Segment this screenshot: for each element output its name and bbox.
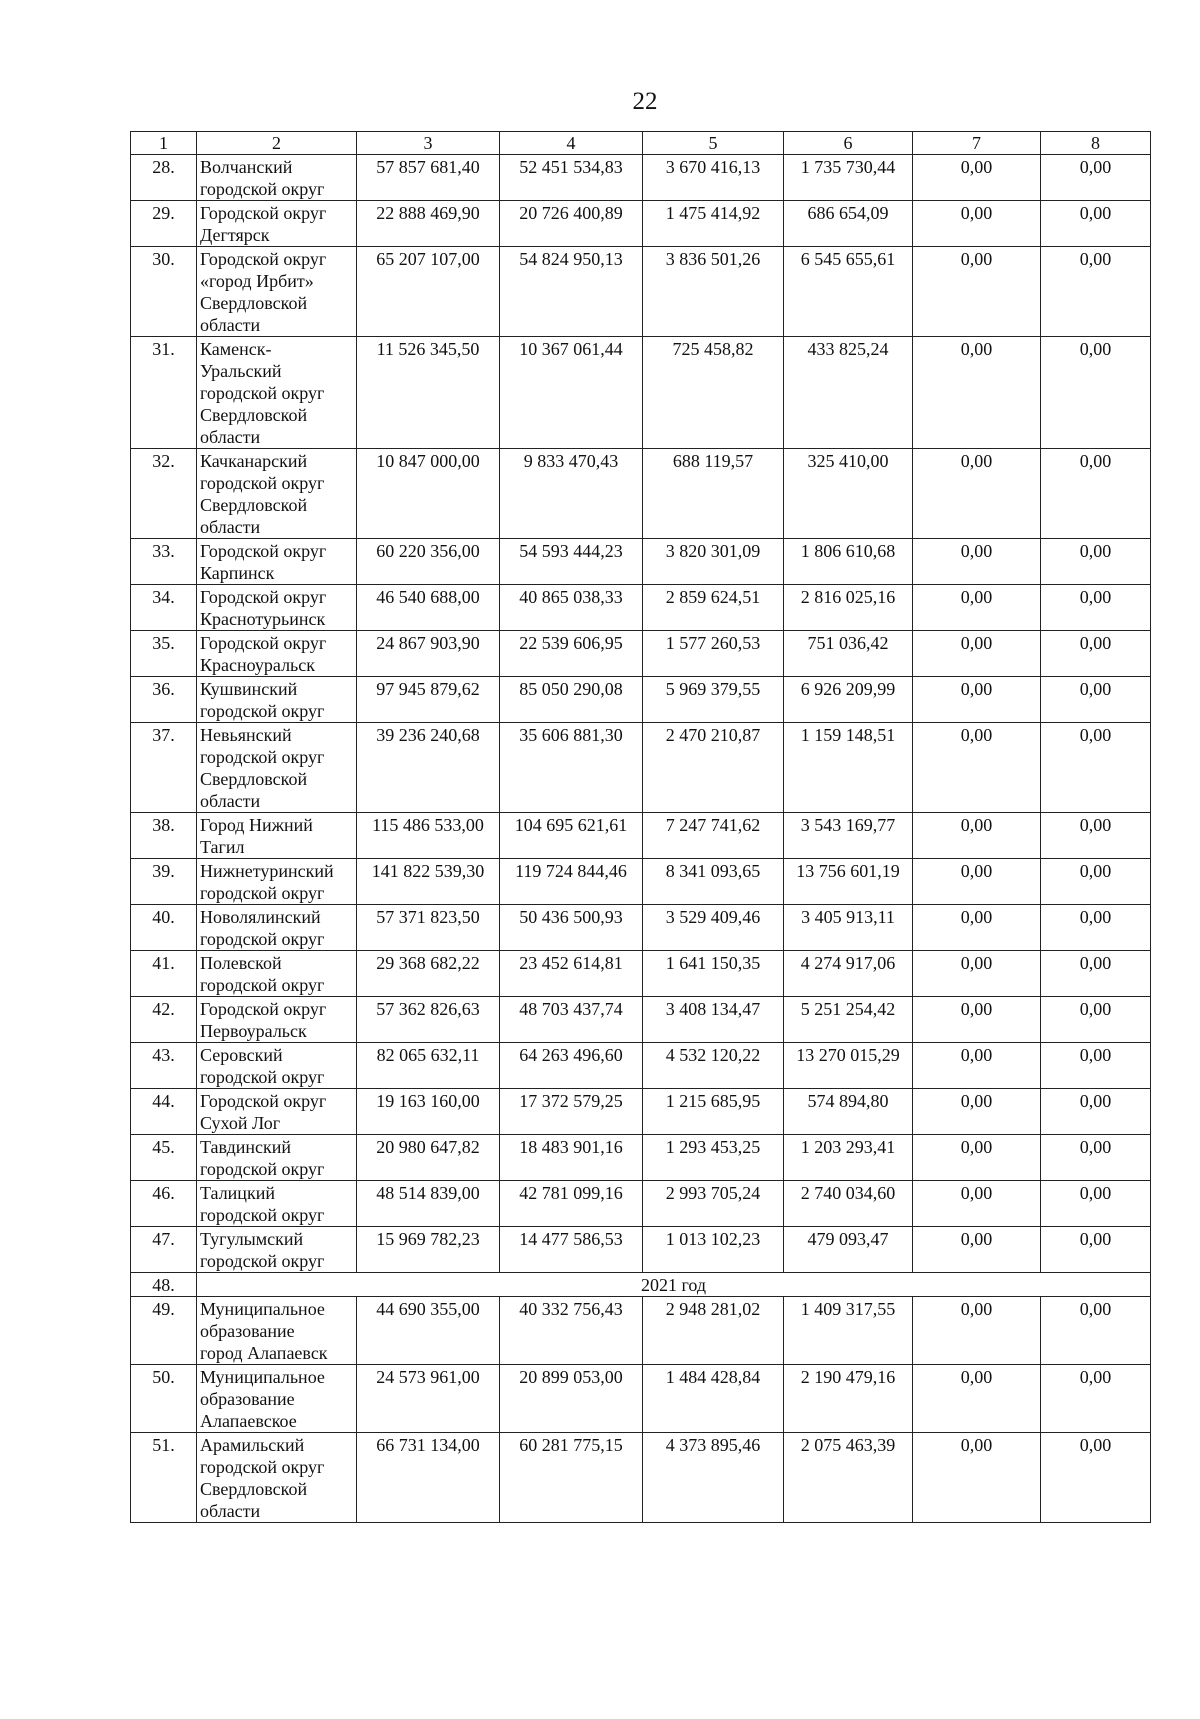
row-number: 42. [131, 997, 197, 1043]
table-row [131, 1135, 1151, 1181]
value-cell-col-7: 0,00 [913, 1089, 1041, 1135]
municipality-name [197, 631, 357, 677]
table-row [131, 905, 1151, 951]
year-section-header: 2021 год [197, 1273, 1151, 1297]
municipality-name [197, 247, 357, 337]
municipality-name-line: Городской округ [200, 999, 327, 1019]
value-cell-col-5: 3 529 409,46 [643, 905, 784, 951]
municipality-name-line: Уральский [200, 361, 282, 381]
municipality-name-line: Кушвинский [200, 679, 298, 699]
municipality-name [197, 997, 357, 1043]
municipality-name [197, 951, 357, 997]
municipality-name [197, 859, 357, 905]
value-cell-col-6: 6 926 209,99 [784, 677, 913, 723]
value-cell-col-3: 15 969 782,23 [357, 1227, 500, 1273]
value-cell-col-3: 66 731 134,00 [357, 1433, 500, 1523]
value-cell-col-7: 0,00 [913, 201, 1041, 247]
table-row [131, 337, 1151, 449]
value-cell-col-6: 6 545 655,61 [784, 247, 913, 337]
municipality-name-line: Качканарский [200, 451, 308, 471]
municipality-name-line: Свердловской [200, 1479, 308, 1499]
value-cell-col-6: 433 825,24 [784, 337, 913, 449]
value-cell-col-3: 24 573 961,00 [357, 1365, 500, 1433]
value-cell-col-5: 4 532 120,22 [643, 1043, 784, 1089]
table-row [131, 247, 1151, 337]
municipality-name-line: городской округ [200, 701, 325, 721]
municipality-name-line: городской округ [200, 473, 325, 493]
value-cell-col-7: 0,00 [913, 1297, 1041, 1365]
value-cell-col-8: 0,00 [1041, 1433, 1151, 1523]
column-header: 7 [913, 132, 1041, 155]
row-number: 44. [131, 1089, 197, 1135]
value-cell-col-7: 0,00 [913, 859, 1041, 905]
value-cell-col-5: 2 470 210,87 [643, 723, 784, 813]
municipality-name-line: городской округ [200, 383, 325, 403]
municipality-name-line: «город Ирбит» [200, 271, 314, 291]
municipality-name-line: городской округ [200, 1159, 325, 1179]
value-cell-col-7: 0,00 [913, 1135, 1041, 1181]
municipality-name-line: Городской округ [200, 587, 327, 607]
row-number: 35. [131, 631, 197, 677]
municipality-name-line: городской округ [200, 747, 325, 767]
value-cell-col-8: 0,00 [1041, 585, 1151, 631]
municipality-name-line: Невьянский [200, 725, 292, 745]
municipality-name-line: городской округ [200, 1067, 325, 1087]
value-cell-col-7: 0,00 [913, 155, 1041, 201]
value-cell-col-7: 0,00 [913, 247, 1041, 337]
value-cell-col-3: 20 980 647,82 [357, 1135, 500, 1181]
value-cell-col-4: 54 824 950,13 [500, 247, 643, 337]
table-row [131, 1273, 1151, 1297]
municipality-name-line: области [200, 1501, 261, 1521]
value-cell-col-4: 18 483 901,16 [500, 1135, 643, 1181]
table-row [131, 631, 1151, 677]
value-cell-col-5: 725 458,82 [643, 337, 784, 449]
table-row [131, 1043, 1151, 1089]
row-number: 51. [131, 1433, 197, 1523]
value-cell-col-4: 17 372 579,25 [500, 1089, 643, 1135]
value-cell-col-3: 65 207 107,00 [357, 247, 500, 337]
row-number: 34. [131, 585, 197, 631]
value-cell-col-8: 0,00 [1041, 201, 1151, 247]
value-cell-col-3: 82 065 632,11 [357, 1043, 500, 1089]
municipality-name-line: Городской округ [200, 633, 327, 653]
value-cell-col-7: 0,00 [913, 905, 1041, 951]
municipality-name [197, 1227, 357, 1273]
value-cell-col-6: 479 093,47 [784, 1227, 913, 1273]
municipality-name-line: Свердловской [200, 769, 308, 789]
value-cell-col-8: 0,00 [1041, 449, 1151, 539]
table-row [131, 539, 1151, 585]
value-cell-col-6: 3 543 169,77 [784, 813, 913, 859]
value-cell-col-6: 2 075 463,39 [784, 1433, 913, 1523]
value-cell-col-7: 0,00 [913, 631, 1041, 677]
municipality-name [197, 1043, 357, 1089]
municipality-name-line: городской округ [200, 179, 325, 199]
municipality-name [197, 337, 357, 449]
value-cell-col-7: 0,00 [913, 539, 1041, 585]
value-cell-col-6: 2 190 479,16 [784, 1365, 913, 1433]
municipality-name-line: Муниципальное [200, 1299, 325, 1319]
table-row [131, 1297, 1151, 1365]
municipality-name-line: Каменск- [200, 339, 272, 359]
value-cell-col-8: 0,00 [1041, 1365, 1151, 1433]
value-cell-col-6: 1 409 317,55 [784, 1297, 913, 1365]
value-cell-col-7: 0,00 [913, 723, 1041, 813]
value-cell-col-4: 42 781 099,16 [500, 1181, 643, 1227]
value-cell-col-4: 64 263 496,60 [500, 1043, 643, 1089]
row-number: 47. [131, 1227, 197, 1273]
row-number: 33. [131, 539, 197, 585]
value-cell-col-4: 35 606 881,30 [500, 723, 643, 813]
municipality-name-line: Карпинск [200, 563, 275, 583]
value-cell-col-7: 0,00 [913, 1227, 1041, 1273]
value-cell-col-7: 0,00 [913, 1043, 1041, 1089]
row-number: 29. [131, 201, 197, 247]
value-cell-col-5: 1 641 150,35 [643, 951, 784, 997]
value-cell-col-5: 2 859 624,51 [643, 585, 784, 631]
municipality-name-line: образование [200, 1389, 295, 1409]
municipality-name [197, 1181, 357, 1227]
municipality-name-line: Тугулымский [200, 1229, 304, 1249]
value-cell-col-7: 0,00 [913, 337, 1041, 449]
municipality-name-line: город Алапаевск [200, 1343, 328, 1363]
row-number: 31. [131, 337, 197, 449]
table-row [131, 1181, 1151, 1227]
value-cell-col-5: 1 293 453,25 [643, 1135, 784, 1181]
municipality-name [197, 677, 357, 723]
municipality-name-line: Талицкий [200, 1183, 275, 1203]
table-row [131, 951, 1151, 997]
value-cell-col-5: 1 013 102,23 [643, 1227, 784, 1273]
municipality-name-line: Волчанский [200, 157, 293, 177]
value-cell-col-6: 1 806 610,68 [784, 539, 913, 585]
value-cell-col-5: 1 475 414,92 [643, 201, 784, 247]
page-number: 22 [632, 88, 658, 115]
value-cell-col-8: 0,00 [1041, 1181, 1151, 1227]
municipality-name-line: Свердловской [200, 495, 308, 515]
value-cell-col-4: 14 477 586,53 [500, 1227, 643, 1273]
municipality-name-line: области [200, 315, 261, 335]
municipality-name-line: образование [200, 1321, 295, 1341]
value-cell-col-7: 0,00 [913, 997, 1041, 1043]
municipality-name [197, 813, 357, 859]
municipality-name [197, 1297, 357, 1365]
municipality-name-line: Тагил [200, 837, 245, 857]
value-cell-col-8: 0,00 [1041, 677, 1151, 723]
value-cell-col-4: 54 593 444,23 [500, 539, 643, 585]
value-cell-col-3: 10 847 000,00 [357, 449, 500, 539]
value-cell-col-3: 60 220 356,00 [357, 539, 500, 585]
value-cell-col-6: 686 654,09 [784, 201, 913, 247]
row-number: 40. [131, 905, 197, 951]
value-cell-col-7: 0,00 [913, 1181, 1041, 1227]
column-header: 4 [500, 132, 643, 155]
value-cell-col-8: 0,00 [1041, 155, 1151, 201]
column-header: 8 [1041, 132, 1151, 155]
municipality-name-line: Город Нижний [200, 815, 313, 835]
value-cell-col-8: 0,00 [1041, 1089, 1151, 1135]
municipality-name-line: Свердловской [200, 405, 308, 425]
value-cell-col-3: 44 690 355,00 [357, 1297, 500, 1365]
table-row [131, 155, 1151, 201]
value-cell-col-3: 57 371 823,50 [357, 905, 500, 951]
value-cell-col-3: 48 514 839,00 [357, 1181, 500, 1227]
value-cell-col-7: 0,00 [913, 1365, 1041, 1433]
column-header: 3 [357, 132, 500, 155]
value-cell-col-6: 13 270 015,29 [784, 1043, 913, 1089]
value-cell-col-6: 1 203 293,41 [784, 1135, 913, 1181]
column-header: 1 [131, 132, 197, 155]
value-cell-col-8: 0,00 [1041, 1043, 1151, 1089]
table-row [131, 997, 1151, 1043]
value-cell-col-3: 57 857 681,40 [357, 155, 500, 201]
table-row [131, 813, 1151, 859]
table-row [131, 449, 1151, 539]
value-cell-col-5: 688 119,57 [643, 449, 784, 539]
municipality-name-line: Городской округ [200, 249, 327, 269]
row-number: 32. [131, 449, 197, 539]
value-cell-col-3: 11 526 345,50 [357, 337, 500, 449]
value-cell-col-7: 0,00 [913, 677, 1041, 723]
value-cell-col-3: 22 888 469,90 [357, 201, 500, 247]
municipality-name-line: Алапаевское [200, 1411, 297, 1431]
row-number: 38. [131, 813, 197, 859]
table-row [131, 1433, 1151, 1523]
value-cell-col-8: 0,00 [1041, 539, 1151, 585]
value-cell-col-7: 0,00 [913, 585, 1041, 631]
municipality-name [197, 449, 357, 539]
value-cell-col-8: 0,00 [1041, 1297, 1151, 1365]
municipality-name [197, 723, 357, 813]
value-cell-col-5: 8 341 093,65 [643, 859, 784, 905]
value-cell-col-3: 46 540 688,00 [357, 585, 500, 631]
value-cell-col-4: 20 899 053,00 [500, 1365, 643, 1433]
row-number: 30. [131, 247, 197, 337]
municipality-name [197, 585, 357, 631]
municipality-name-line: Арамильский [200, 1435, 305, 1455]
value-cell-col-6: 4 274 917,06 [784, 951, 913, 997]
value-cell-col-3: 115 486 533,00 [357, 813, 500, 859]
municipality-name-line: Городской округ [200, 1091, 327, 1111]
value-cell-col-4: 85 050 290,08 [500, 677, 643, 723]
value-cell-col-7: 0,00 [913, 951, 1041, 997]
municipality-name-line: Городской округ [200, 203, 327, 223]
column-number-row [131, 132, 1151, 155]
municipality-name [197, 1089, 357, 1135]
value-cell-col-8: 0,00 [1041, 951, 1151, 997]
value-cell-col-8: 0,00 [1041, 997, 1151, 1043]
municipality-name-line: городской округ [200, 929, 325, 949]
municipality-name-line: Тавдинский [200, 1137, 292, 1157]
municipality-name-line: городской округ [200, 1251, 325, 1271]
municipality-name-line: Новолялинский [200, 907, 321, 927]
row-number: 50. [131, 1365, 197, 1433]
value-cell-col-5: 3 820 301,09 [643, 539, 784, 585]
value-cell-col-4: 104 695 621,61 [500, 813, 643, 859]
value-cell-col-5: 7 247 741,62 [643, 813, 784, 859]
value-cell-col-8: 0,00 [1041, 337, 1151, 449]
municipality-name-line: городской округ [200, 975, 325, 995]
municipality-name [197, 1365, 357, 1433]
value-cell-col-6: 574 894,80 [784, 1089, 913, 1135]
value-cell-col-6: 13 756 601,19 [784, 859, 913, 905]
value-cell-col-5: 5 969 379,55 [643, 677, 784, 723]
municipality-name [197, 155, 357, 201]
table-row [131, 723, 1151, 813]
value-cell-col-4: 40 865 038,33 [500, 585, 643, 631]
value-cell-col-8: 0,00 [1041, 723, 1151, 813]
municipality-name-line: Серовский [200, 1045, 283, 1065]
municipality-name-line: Нижнетуринский [200, 861, 334, 881]
table-row [131, 1089, 1151, 1135]
value-cell-col-6: 325 410,00 [784, 449, 913, 539]
municipality-name-line: Муниципальное [200, 1367, 325, 1387]
value-cell-col-4: 23 452 614,81 [500, 951, 643, 997]
value-cell-col-8: 0,00 [1041, 859, 1151, 905]
value-cell-col-4: 48 703 437,74 [500, 997, 643, 1043]
municipality-name-line: Первоуральск [200, 1021, 307, 1041]
value-cell-col-3: 97 945 879,62 [357, 677, 500, 723]
municipality-name-line: городской округ [200, 1205, 325, 1225]
value-cell-col-8: 0,00 [1041, 247, 1151, 337]
value-cell-col-5: 3 836 501,26 [643, 247, 784, 337]
municipality-name-line: Красноуральск [200, 655, 316, 675]
row-number: 49. [131, 1297, 197, 1365]
row-number: 45. [131, 1135, 197, 1181]
municipality-name [197, 1135, 357, 1181]
column-header: 2 [197, 132, 357, 155]
value-cell-col-5: 3 408 134,47 [643, 997, 784, 1043]
value-cell-col-4: 20 726 400,89 [500, 201, 643, 247]
table-row [131, 677, 1151, 723]
value-cell-col-6: 2 740 034,60 [784, 1181, 913, 1227]
value-cell-col-4: 50 436 500,93 [500, 905, 643, 951]
value-cell-col-4: 60 281 775,15 [500, 1433, 643, 1523]
table-row [131, 585, 1151, 631]
value-cell-col-6: 5 251 254,42 [784, 997, 913, 1043]
value-cell-col-4: 10 367 061,44 [500, 337, 643, 449]
value-cell-col-7: 0,00 [913, 813, 1041, 859]
table-body [131, 132, 1151, 1523]
municipality-name-line: Свердловской [200, 293, 308, 313]
value-cell-col-3: 29 368 682,22 [357, 951, 500, 997]
value-cell-col-4: 40 332 756,43 [500, 1297, 643, 1365]
value-cell-col-8: 0,00 [1041, 1135, 1151, 1181]
value-cell-col-7: 0,00 [913, 449, 1041, 539]
table-row [131, 859, 1151, 905]
table-row [131, 1365, 1151, 1433]
value-cell-col-3: 39 236 240,68 [357, 723, 500, 813]
row-number: 37. [131, 723, 197, 813]
value-cell-col-4: 9 833 470,43 [500, 449, 643, 539]
value-cell-col-6: 751 036,42 [784, 631, 913, 677]
municipality-name [197, 1433, 357, 1523]
row-number: 41. [131, 951, 197, 997]
municipality-name [197, 905, 357, 951]
municipality-name-line: области [200, 791, 261, 811]
value-cell-col-6: 2 816 025,16 [784, 585, 913, 631]
municipality-name-line: области [200, 517, 261, 537]
value-cell-col-6: 1 159 148,51 [784, 723, 913, 813]
value-cell-col-3: 57 362 826,63 [357, 997, 500, 1043]
row-number: 46. [131, 1181, 197, 1227]
value-cell-col-5: 2 993 705,24 [643, 1181, 784, 1227]
table-row [131, 1227, 1151, 1273]
value-cell-col-4: 22 539 606,95 [500, 631, 643, 677]
row-number: 36. [131, 677, 197, 723]
column-header: 6 [784, 132, 913, 155]
municipality-name-line: области [200, 427, 261, 447]
value-cell-col-5: 2 948 281,02 [643, 1297, 784, 1365]
municipality-name-line: Дегтярск [200, 225, 270, 245]
row-number: 43. [131, 1043, 197, 1089]
table-row [131, 201, 1151, 247]
row-number: 48. [131, 1273, 197, 1297]
municipality-name [197, 539, 357, 585]
value-cell-col-3: 19 163 160,00 [357, 1089, 500, 1135]
value-cell-col-7: 0,00 [913, 1433, 1041, 1523]
municipality-name-line: Полевской [200, 953, 282, 973]
value-cell-col-4: 52 451 534,83 [500, 155, 643, 201]
municipality-name [197, 201, 357, 247]
value-cell-col-6: 1 735 730,44 [784, 155, 913, 201]
value-cell-col-8: 0,00 [1041, 631, 1151, 677]
value-cell-col-8: 0,00 [1041, 905, 1151, 951]
row-number: 28. [131, 155, 197, 201]
value-cell-col-3: 24 867 903,90 [357, 631, 500, 677]
budget-table [130, 131, 1151, 1523]
municipality-name-line: городской округ [200, 883, 325, 903]
column-header: 5 [643, 132, 784, 155]
value-cell-col-3: 141 822 539,30 [357, 859, 500, 905]
municipality-name-line: Городской округ [200, 541, 327, 561]
value-cell-col-5: 1 215 685,95 [643, 1089, 784, 1135]
municipality-name-line: Сухой Лог [200, 1113, 281, 1133]
value-cell-col-4: 119 724 844,46 [500, 859, 643, 905]
municipality-name-line: Краснотурьинск [200, 609, 326, 629]
value-cell-col-5: 1 577 260,53 [643, 631, 784, 677]
value-cell-col-6: 3 405 913,11 [784, 905, 913, 951]
value-cell-col-5: 3 670 416,13 [643, 155, 784, 201]
value-cell-col-5: 4 373 895,46 [643, 1433, 784, 1523]
value-cell-col-5: 1 484 428,84 [643, 1365, 784, 1433]
value-cell-col-8: 0,00 [1041, 813, 1151, 859]
row-number: 39. [131, 859, 197, 905]
municipality-name-line: городской округ [200, 1457, 325, 1477]
value-cell-col-8: 0,00 [1041, 1227, 1151, 1273]
